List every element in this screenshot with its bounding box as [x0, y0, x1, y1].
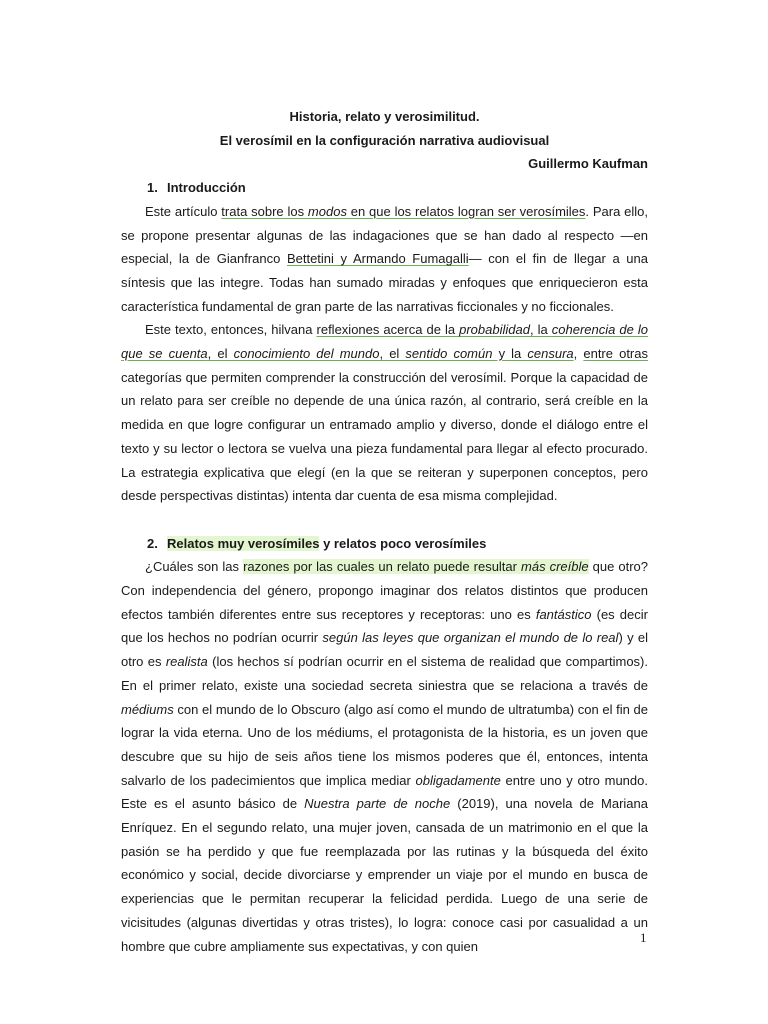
text-run: . Para ello, se propone presentar algunas de las indagaciones que se han dado al respecto —en especial, la de Gianfranco [121, 203, 648, 267]
italic-text: más creíble [521, 559, 589, 575]
italic-text: conocimiento del mundo [233, 346, 380, 362]
text-run: Este artículo [145, 203, 222, 219]
annotated-text [221, 204, 585, 219]
document-title-line1: Historia, relato y verosimilitud. [289, 109, 480, 124]
annotated-text: entre otras [583, 346, 648, 362]
italic-text: coherencia de lo que se cuenta [121, 322, 648, 362]
text-run: categorías que permiten comprender la construcción del verosímil. Porque la capacidad de un relato para ser creíble no depende de una única razón, al contrario, será creíble en la medida en que logre configurar un entramado amplio y diverso, donde el diálogo entre el texto y su lector o lectora se vuelva una pieza fundamental para llegar al efecto procurado. La estrategia explicativa que elegí (en la que se reiteran y superponen conceptos, pero desde perspectivas distintas) intenta dar cuenta de esa misma complejidad. [121, 369, 648, 504]
italic-text: probabilidad [459, 322, 530, 338]
italic-text: médiums [121, 701, 174, 717]
section2-number: 2. [147, 535, 158, 551]
section1-paragraph1 [121, 200, 648, 319]
section1-paragraph2 [121, 318, 648, 508]
text-run: reflexiones acerca de la [316, 322, 460, 338]
italic-text: Nuestra parte de noche [304, 796, 451, 812]
section1-number: 1. [147, 180, 158, 196]
text-run: que otro? Con independencia del género, propongo imaginar dos relatos distintos que producen efectos también diferentes entre sus receptores y receptoras: uno es [121, 559, 648, 622]
section1-title: Introducción [167, 180, 246, 196]
text-run: (los hechos sí podrían ocurrir en el sistema de realidad que compartimos). En el primer relato, existe una sociedad secreta siniestra que se relaciona a través de [121, 654, 648, 693]
highlighted-text [243, 559, 589, 574]
section1-heading [121, 176, 648, 200]
text-run: , el [379, 346, 406, 362]
text-run: , la [529, 322, 552, 338]
text-run: en que los relatos logran ser verosímiles [346, 203, 586, 219]
text-run: ) y el otro es [121, 630, 648, 670]
document-body [121, 105, 648, 958]
italic-text: censura [527, 346, 574, 362]
document-title-line2: El verosímil en la configuración narrativa audiovisual [219, 132, 550, 148]
section2-title-highlight: Relatos muy verosímiles [167, 535, 320, 551]
italic-text: sentido común [405, 346, 493, 362]
section2-paragraph1 [121, 555, 648, 958]
text-run: y la [492, 346, 528, 362]
text-run: con el mundo de lo Obscuro (algo así como el mundo de ultratumba) con el fin de lograr la vida eterna. Uno de los médiums, el protagonista de la historia, es un joven que descubre que su hijo de seis años tiene los mismos poderes que él, entonces, intenta salvarlo de los padecimientos que implica mediar [121, 701, 648, 788]
section2-heading [121, 532, 648, 556]
text-run: razones por las cuales un relato puede resultar [243, 559, 522, 575]
text-run: — con el fin de llegar a una síntesis que las integre. Todas han sumado miradas y enfoques que enriquecieron esta característica fundamental de gran parte de las narrativas ficcionales y no ficcionales. [121, 251, 648, 314]
text-run: (2019), una novela de Mariana Enríquez. En el segundo relato, una mujer joven, cansada de un matrimonio en el que la pasión se ha perdido y que fue reemplazada por las rutinas y la búsqueda del éxito económico y social, decide divorciarse y emprender un viaje por el mundo en busca de experiencias que le permitan recuperar la felicidad perdida. Luego de una serie de vicisitudes (algunas divertidas y otras tristes), lo logra: conoce casi por casualidad a un hombre que cubre ampliamente sus expectativas, y con quien [121, 796, 648, 954]
text-run: (es decir que los hechos no podrían ocurrir [121, 606, 648, 646]
text-run: ¿Cuáles son las [145, 559, 244, 575]
italic-text: fantástico [535, 606, 592, 622]
author-name: Guillermo Kaufman [528, 156, 648, 172]
italic-text: obligadamente [415, 772, 501, 788]
text-run: , [573, 346, 584, 362]
italic-text: modos [307, 203, 347, 219]
page-number: 1 [640, 930, 647, 945]
section-spacer [121, 508, 648, 532]
text-run: trata sobre los [221, 203, 308, 219]
italic-text: realista [165, 654, 208, 670]
text-run: Este texto, entonces, hilvana [145, 322, 317, 338]
section2-title-rest: y relatos poco verosímiles [319, 535, 487, 551]
annotated-text: Bettetini y Armando Fumagalli [286, 251, 469, 267]
text-run: , el [207, 346, 234, 362]
text-run: entre uno y otro mundo. Este es el asunto básico de [121, 772, 648, 812]
italic-text: según las leyes que organizan el mundo de lo real [322, 630, 619, 646]
